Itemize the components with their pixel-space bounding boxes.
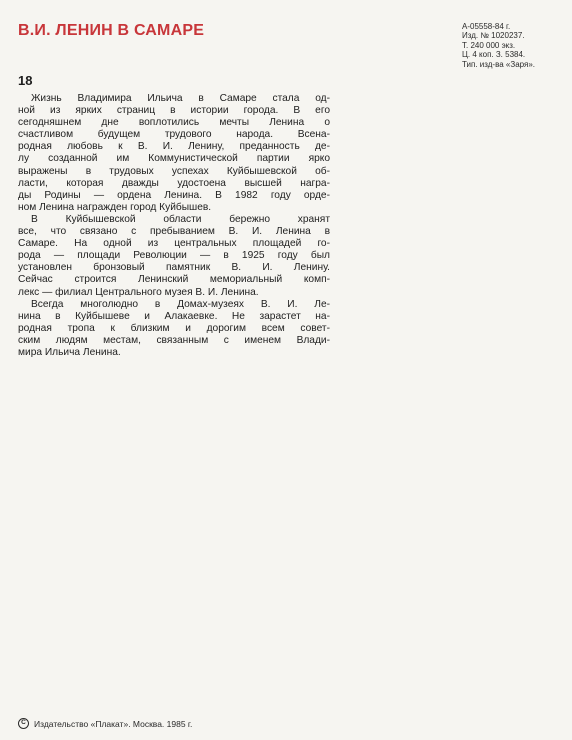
text-line: нина в Куйбышеве и Алакаевке. Не зарастет на- <box>18 310 330 322</box>
body-text <box>18 93 330 359</box>
page-number: 18 <box>18 73 33 88</box>
text-line: ским людям местам, связанным с именем Влади- <box>18 334 330 346</box>
imprint-line: Тип. изд-ва «Заря». <box>462 59 535 69</box>
text-line: лекс — филиал Центрального музея В. И. Ленина. <box>18 286 259 298</box>
text-line: родная любовь к В. И. Ленину, преданность де- <box>18 141 330 153</box>
text-line: ды Родины — ордена Ленина. В 1982 году орде- <box>18 189 330 201</box>
text-line: мира Ильича Ленина. <box>18 346 121 358</box>
publisher-text: Издательство «Плакат». Москва. 1985 г. <box>34 718 193 729</box>
page-title: В.И. ЛЕНИН В САМАРЕ <box>18 22 205 39</box>
text-line: все, что связано с пребыванием В. И. Ленина в <box>18 226 330 238</box>
text-line: Жизнь Владимира Ильича в Самаре стала од- <box>31 93 330 104</box>
text-line: Самаре. На одной из центральных площадей го- <box>18 238 330 250</box>
imprint-line: Т. 240 000 экз. <box>462 40 516 50</box>
text-line: Сейчас строится Ленинский мемориальный комп- <box>18 274 330 286</box>
copyright-icon: С <box>18 718 29 729</box>
footer <box>18 718 192 729</box>
text-line: счастливом будущем трудового народа. Всена- <box>18 129 330 141</box>
text-line: сегодняшнем дне воплотились мечты Ленина о <box>18 117 330 129</box>
text-line: установлен бронзовый памятник В. И. Ленину. <box>18 262 330 274</box>
text-line: ном Ленина награжден город Куйбышев. <box>18 201 212 213</box>
text-line: В Куйбышевской области бережно хранят <box>31 213 330 225</box>
text-line: выражены в трудовых успехах Куйбышевской об- <box>18 165 330 177</box>
imprint-block <box>462 22 570 69</box>
text-line: ной из ярких страниц в истории города. В его <box>18 105 330 117</box>
text-line: родная тропа к близким и дорогим всем совет- <box>18 322 330 334</box>
imprint-line: Ц. 4 коп. З. 5384. <box>462 50 526 60</box>
imprint-line: А-05558-84 г. <box>462 22 511 31</box>
text-line: лу созданной им Коммунистической партии ярко <box>18 153 330 165</box>
text-line: Всегда многолюдно в Домах-музеях В. И. Ле- <box>31 298 330 310</box>
text-line: ласти, которая дважды удостоена высшей награ- <box>18 177 330 189</box>
imprint-line: Изд. № 1020237. <box>462 31 525 41</box>
text-line: рода — площади Революции — в 1925 году был <box>18 250 330 262</box>
